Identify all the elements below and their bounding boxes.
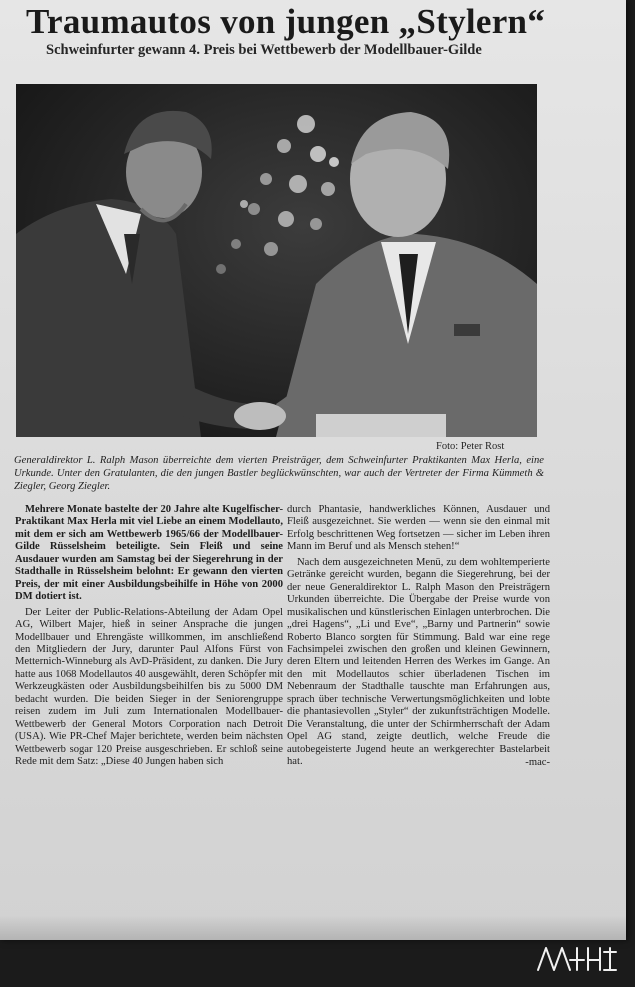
handshake-photo-illustration <box>16 84 537 437</box>
body-paragraph: Der Leiter der Public-Relations-Abteilung der Adam Opel AG, Wilbert Majer, hieß in seiner Ansprache die jungen Modellbauer und Ehrengäste willkommen, im anschließend den Mitgliedern der Jury, darunter Paul Alfons Fürst von Metternich-Winneburg als AvD-Präsident, zu danken. Die Jury hatte aus 1068 Modellautos 40 ausgewählt, deren Schöpfer mit Werkzeugkästen oder Ausbildungsbeihilfen bis zu 5000 DM bedacht wurden. Die beiden Sieger in der Seniorengruppe reisen zudem im Juli zum Internationalen Modellbauer-Wettbewerb der General Motors Corporation nach Detroit (USA). Wie PR-Chef Majer berichtete, werden beim nächsten Wettbewerb sogar 120 Preise ausgeschrieben. Er schloß seine Rede mit dem Satz: „Diese 40 Jungen haben sich <box>15 606 283 768</box>
news-photo <box>16 84 537 437</box>
subheadline: Schweinfurter gewann 4. Preis bei Wettbewerb der Modellbauer-Gilde <box>46 42 482 58</box>
lead-paragraph: Mehrere Monate bastelte der 20 Jahre alte Kugelfischer-Praktikant Max Herla mit viel Liebe an einem Modellauto, mit dem er sich am Wettbewerb 1965/66 der Modellbauer-Gilde Rüsselsheim beteiligte. Sein Fleiß und seine Ausdauer wurden am Samstag bei der Siegerehrung in der Stadthalle in Rüsselsheim belohnt: Er gewann den vierten Preis, der mit einer Ausbildungsbeihilfe in Höhe von 2000 DM dotiert ist. <box>15 504 283 603</box>
body-paragraph: durch Phantasie, handwerkliches Können, Ausdauer und Fleiß ausgezeichnet. Sie werden — wenn sie den einmal mit Erfolg beschrittenen Weg fortsetzen — sicher im Leben ihren Mann im Beruf und als Mensch stehen!“ <box>287 504 550 553</box>
page-shadow <box>0 915 626 940</box>
signature-mark-icon <box>534 940 619 978</box>
photo-caption: Generaldirektor L. Ralph Mason überreichte dem vierten Preisträger, dem Schweinfurter Praktikanten Max Herla, eine Urkunde. Unter den Gratulanten, die den jungen Bastler beglückwünschten, war auch der Vertreter der Firma Kümmeth & Ziegler, Georg Ziegler. <box>14 455 544 492</box>
article-column-right <box>287 504 550 772</box>
photo-credit: Foto: Peter Rost <box>436 441 505 452</box>
headline: Traumautos von jungen „Stylern“ <box>26 2 546 41</box>
article-column-left <box>15 504 283 772</box>
body-paragraph: Nach dem ausgezeichneten Menü, zu dem wohltemperierte Getränke gereicht wurden, begann die Siegerehrung, bei der der neue Generaldirektor L. Ralph Mason den Preisträgern Urkunden überreichte. Die Übergabe der Preise wurde von musikalischen und künstlerischen Einlagen unterbrochen. Die „drei Hagens“, „Li und Eve“, „Barny und Partnerin“ sowie Roberto Blanco sorgten für Stimmung. Bald war eine rege Fachsimpelei zwischen den großen und kleinen Gewinnern, deren Eltern und leitenden Herren des Werkes im Gange. An den mit Modellautos schier überladenen Tischen im Nebenraum der Stadthalle tauschte man Erfahrungen aus, sprach über technische Verwertungsmöglichkeiten und lobte die phantasievollen „Styler“ der zukunftsträchtigen Modelle. Die Veranstaltung, die unter der Schirmherrschaft der Adam Opel AG stand, zeigte deutlich, welche Freude die autobegeisterte Jugend heute an werkgerechter Bastelarbeit hat. <box>287 556 550 768</box>
author-byline: -mac- <box>525 756 550 768</box>
